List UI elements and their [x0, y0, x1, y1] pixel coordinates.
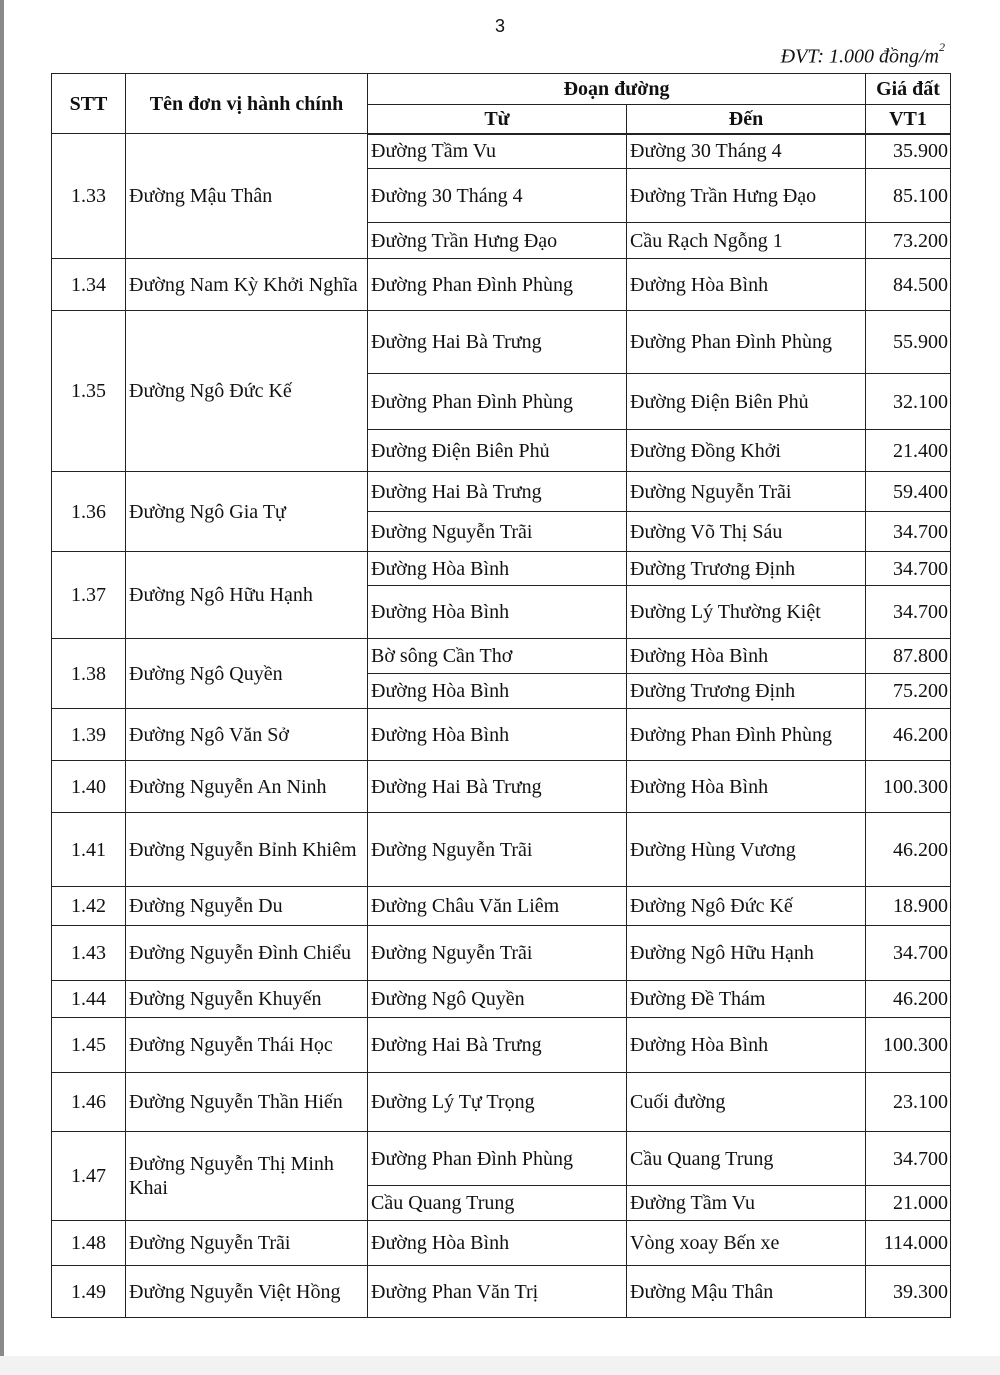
header-name: Tên đơn vị hành chính [126, 74, 368, 134]
segment-from: Cầu Quang Trung [368, 1186, 627, 1221]
segment-from: Đường 30 Tháng 4 [368, 169, 627, 223]
price-vt1: 46.200 [866, 709, 951, 761]
segment-to: Cầu Quang Trung [627, 1132, 866, 1186]
segment-to: Đường Võ Thị Sáu [627, 512, 866, 552]
price-vt1: 21.400 [866, 430, 951, 472]
page-bottom-gap [0, 1356, 1000, 1375]
price-vt1: 73.200 [866, 223, 951, 259]
row-street-name: Đường Nguyễn Việt Hồng [126, 1266, 368, 1318]
price-vt1: 34.700 [866, 586, 951, 639]
price-vt1: 75.200 [866, 674, 951, 709]
segment-from: Đường Châu Văn Liêm [368, 887, 627, 926]
segment-to: Đường Phan Đình Phùng [627, 311, 866, 374]
row-stt: 1.33 [52, 134, 126, 259]
segment-to: Đường Đề Thám [627, 981, 866, 1018]
price-vt1: 34.700 [866, 512, 951, 552]
segment-from: Đường Nguyễn Trãi [368, 512, 627, 552]
price-vt1: 23.100 [866, 1073, 951, 1132]
segment-to: Đường Đồng Khởi [627, 430, 866, 472]
page-edge [0, 0, 4, 1375]
row-street-name: Đường Ngô Quyền [126, 639, 368, 709]
price-vt1: 100.300 [866, 761, 951, 813]
segment-from: Đường Lý Tự Trọng [368, 1073, 627, 1132]
segment-from: Đường Điện Biên Phủ [368, 430, 627, 472]
price-vt1: 100.300 [866, 1018, 951, 1073]
segment-to: Cầu Rạch Ngỗng 1 [627, 223, 866, 259]
segment-from: Bờ sông Cần Thơ [368, 639, 627, 674]
table-row [52, 709, 951, 761]
row-street-name: Đường Nam Kỳ Khởi Nghĩa [126, 259, 368, 311]
header-segment: Đoạn đường [368, 74, 866, 105]
land-price-table [51, 73, 951, 1318]
price-vt1: 34.700 [866, 926, 951, 981]
row-street-name: Đường Mậu Thân [126, 134, 368, 259]
row-street-name: Đường Ngô Gia Tự [126, 472, 368, 552]
price-vt1: 46.200 [866, 813, 951, 887]
row-street-name: Đường Nguyễn Thị Minh Khai [126, 1132, 368, 1221]
segment-to: Đường Điện Biên Phủ [627, 374, 866, 430]
table-row [52, 639, 951, 674]
table-row [52, 134, 951, 169]
unit-superscript: 2 [939, 40, 945, 54]
price-vt1: 84.500 [866, 259, 951, 311]
table-row [52, 887, 951, 926]
price-vt1: 114.000 [866, 1221, 951, 1266]
segment-from: Đường Phan Văn Trị [368, 1266, 627, 1318]
row-street-name: Đường Ngô Văn Sở [126, 709, 368, 761]
row-street-name: Đường Nguyễn Du [126, 887, 368, 926]
price-vt1: 85.100 [866, 169, 951, 223]
price-vt1: 34.700 [866, 1132, 951, 1186]
table-row [52, 926, 951, 981]
segment-to: Đường Phan Đình Phùng [627, 709, 866, 761]
row-stt: 1.49 [52, 1266, 126, 1318]
table-row [52, 1132, 951, 1186]
price-vt1: 59.400 [866, 472, 951, 512]
row-street-name: Đường Nguyễn Bỉnh Khiêm [126, 813, 368, 887]
row-street-name: Đường Nguyễn Thần Hiến [126, 1073, 368, 1132]
unit-label [780, 40, 945, 69]
row-street-name: Đường Nguyễn Đình Chiểu [126, 926, 368, 981]
segment-to: Đường Hòa Bình [627, 1018, 866, 1073]
table-row [52, 1018, 951, 1073]
row-street-name: Đường Nguyễn Trãi [126, 1221, 368, 1266]
page-number: 3 [494, 16, 505, 36]
price-vt1: 18.900 [866, 887, 951, 926]
row-street-name: Đường Ngô Đức Kế [126, 311, 368, 472]
table-row [52, 1266, 951, 1318]
price-vt1: 46.200 [866, 981, 951, 1018]
price-vt1: 32.100 [866, 374, 951, 430]
row-stt: 1.47 [52, 1132, 126, 1221]
header-vt1: VT1 [866, 105, 951, 134]
segment-from: Đường Hòa Bình [368, 709, 627, 761]
segment-to: Đường Trương Định [627, 552, 866, 586]
segment-to: Đường Ngô Đức Kế [627, 887, 866, 926]
header-price: Giá đất [866, 74, 951, 105]
segment-from: Đường Hai Bà Trưng [368, 311, 627, 374]
header-to: Đến [627, 105, 866, 134]
segment-to: Đường Hòa Bình [627, 639, 866, 674]
segment-from: Đường Phan Đình Phùng [368, 1132, 627, 1186]
segment-to: Đường Lý Thường Kiệt [627, 586, 866, 639]
segment-from: Đường Hòa Bình [368, 674, 627, 709]
segment-from: Đường Phan Đình Phùng [368, 259, 627, 311]
segment-to: Đường Tầm Vu [627, 1186, 866, 1221]
row-stt: 1.46 [52, 1073, 126, 1132]
price-vt1: 21.000 [866, 1186, 951, 1221]
segment-to: Đường Trần Hưng Đạo [627, 169, 866, 223]
segment-from: Đường Hai Bà Trưng [368, 761, 627, 813]
segment-from: Đường Hòa Bình [368, 552, 627, 586]
price-vt1: 35.900 [866, 134, 951, 169]
segment-to: Đường Nguyễn Trãi [627, 472, 866, 512]
row-stt: 1.45 [52, 1018, 126, 1073]
segment-to: Đường Mậu Thân [627, 1266, 866, 1318]
segment-to: Đường Hòa Bình [627, 761, 866, 813]
segment-from: Đường Trần Hưng Đạo [368, 223, 627, 259]
unit-text: ĐVT: 1.000 đồng/m [780, 45, 939, 68]
row-street-name: Đường Nguyễn Khuyến [126, 981, 368, 1018]
table-row [52, 981, 951, 1018]
table-body [52, 134, 951, 1318]
table-row [52, 761, 951, 813]
row-stt: 1.42 [52, 887, 126, 926]
table-row [52, 472, 951, 512]
price-vt1: 34.700 [866, 552, 951, 586]
row-stt: 1.44 [52, 981, 126, 1018]
row-stt: 1.48 [52, 1221, 126, 1266]
row-stt: 1.39 [52, 709, 126, 761]
segment-to: Vòng xoay Bến xe [627, 1221, 866, 1266]
row-street-name: Đường Ngô Hữu Hạnh [126, 552, 368, 639]
row-stt: 1.43 [52, 926, 126, 981]
header-stt: STT [52, 74, 126, 134]
segment-to: Đường Trương Định [627, 674, 866, 709]
table-row [52, 1073, 951, 1132]
row-stt: 1.41 [52, 813, 126, 887]
row-street-name: Đường Nguyễn An Ninh [126, 761, 368, 813]
table-row [52, 552, 951, 586]
row-stt: 1.38 [52, 639, 126, 709]
row-stt: 1.37 [52, 552, 126, 639]
segment-from: Đường Phan Đình Phùng [368, 374, 627, 430]
segment-to: Cuối đường [627, 1073, 866, 1132]
segment-from: Đường Nguyễn Trãi [368, 926, 627, 981]
segment-to: Đường 30 Tháng 4 [627, 134, 866, 169]
row-stt: 1.35 [52, 311, 126, 472]
table-row [52, 1221, 951, 1266]
table-row [52, 259, 951, 311]
segment-from: Đường Hòa Bình [368, 1221, 627, 1266]
header-from: Từ [368, 105, 627, 134]
segment-to: Đường Hùng Vương [627, 813, 866, 887]
row-stt: 1.40 [52, 761, 126, 813]
segment-from: Đường Hòa Bình [368, 586, 627, 639]
segment-from: Đường Tầm Vu [368, 134, 627, 169]
row-street-name: Đường Nguyễn Thái Học [126, 1018, 368, 1073]
row-stt: 1.36 [52, 472, 126, 552]
segment-from: Đường Nguyễn Trãi [368, 813, 627, 887]
table-row [52, 311, 951, 374]
segment-from: Đường Ngô Quyền [368, 981, 627, 1018]
segment-to: Đường Ngô Hữu Hạnh [627, 926, 866, 981]
price-vt1: 87.800 [866, 639, 951, 674]
segment-to: Đường Hòa Bình [627, 259, 866, 311]
price-vt1: 55.900 [866, 311, 951, 374]
table-row [52, 813, 951, 887]
price-vt1: 39.300 [866, 1266, 951, 1318]
segment-from: Đường Hai Bà Trưng [368, 472, 627, 512]
row-stt: 1.34 [52, 259, 126, 311]
segment-from: Đường Hai Bà Trưng [368, 1018, 627, 1073]
